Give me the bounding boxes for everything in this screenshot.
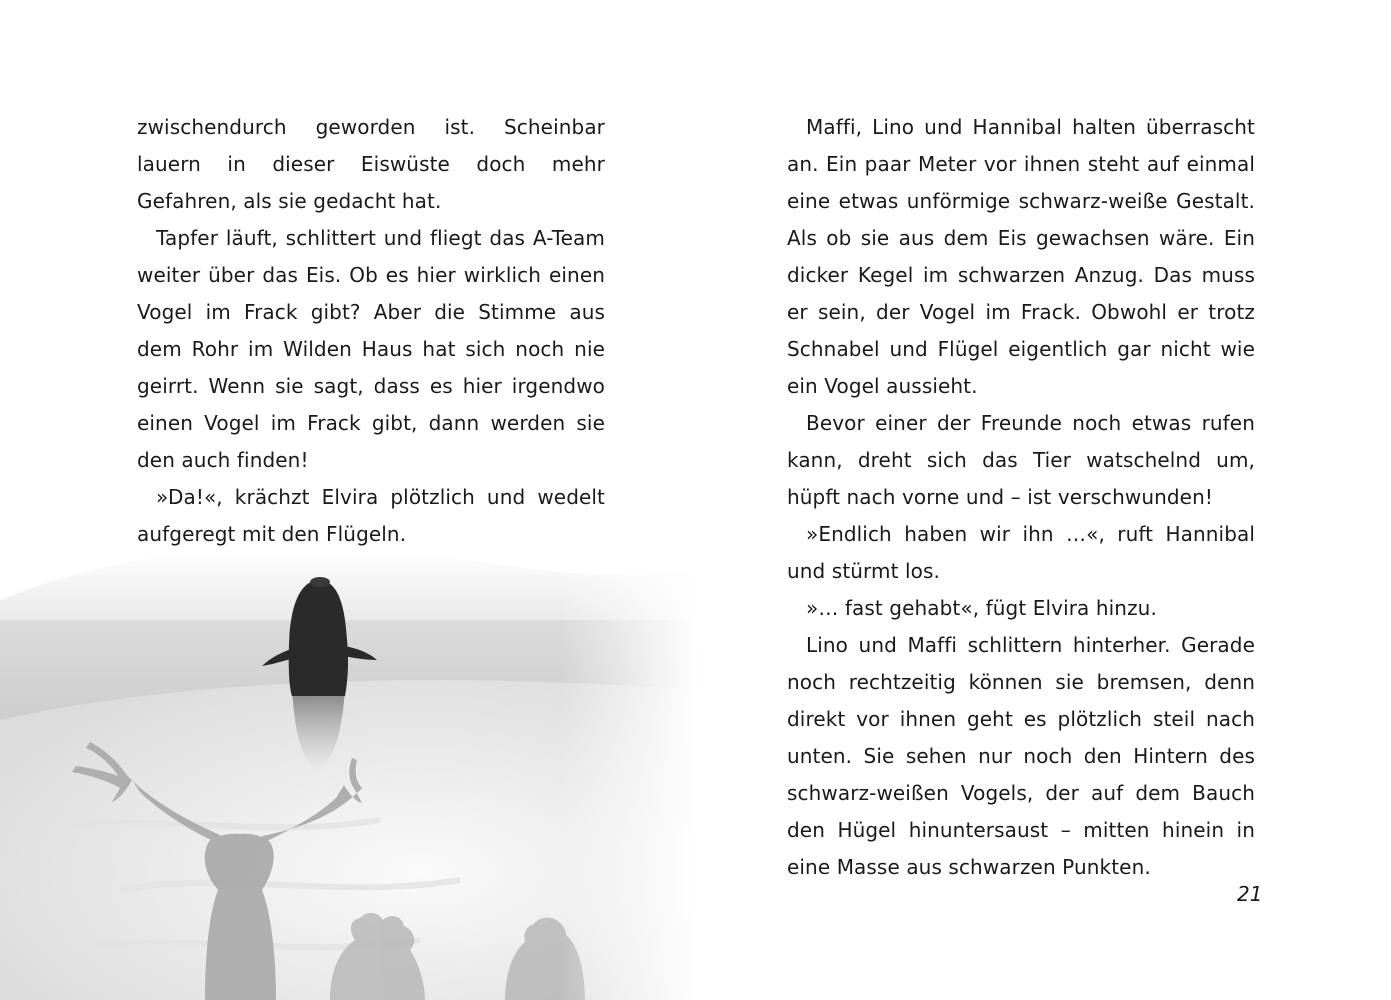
paragraph: »Da!«, krächzt Elvira plötzlich und wedelt <box>156 485 605 509</box>
right-page <box>700 0 1391 1000</box>
paragraph: »Endlich haben wir ihn …«, ruft Hannibal und stürmt los. <box>787 522 1255 583</box>
paragraph: Maffi, Lino und Hannibal halten überrascht an. Ein paar Meter vor ihnen steht auf einmal eine etwas unförmige schwarz-weiße Gestalt. Als ob sie aus dem Eis gewachsen wäre. Ein dicker Kegel im schwarzen Anzug. Das muss er sein, der Vogel im Frack. Obwohl er trotz Schnabel und Flügel eigentlich gar nicht wie ein Vogel aussieht. <box>787 115 1255 398</box>
penguin-illustration <box>0 530 700 1000</box>
page-number: 21 <box>1237 882 1263 906</box>
paragraph: Bevor einer der Freunde noch etwas rufen kann, dreht sich das Tier watschelnd um, hüpft nach vorne und – ist verschwunden! <box>787 411 1255 509</box>
paragraph: zwischendurch geworden ist. Scheinbar lauern in dieser Eiswüste doch mehr Gefahren, als sie gedacht hat. <box>137 115 605 213</box>
left-page-text <box>137 109 605 553</box>
paragraph: Tapfer läuft, schlittert und fliegt das A-Team weiter über das Eis. Ob es hier wirklich einen Vogel im Frack gibt? Aber die Stimme aus dem Rohr im Wilden Haus hat sich noch nie geirrt. Wenn sie sagt, dass es hier irgendwo einen Vogel im Frack gibt, dann werden sie den auch finden! <box>137 226 605 472</box>
paragraph: Lino und Maffi schlittern hinterher. Gerade noch rechtzeitig können sie bremsen, denn direkt vor ihnen geht es plötzlich steil nach unten. Sie sehen nur noch den Hintern des schwarz-weißen Vogels, der auf dem Bauch den Hügel hinuntersaust – mitten hinein in eine Masse aus schwarzen Punkten. <box>787 633 1255 879</box>
right-page-text <box>787 109 1255 886</box>
paragraph: »… fast gehabt«, fügt Elvira hinzu. <box>806 596 1157 620</box>
